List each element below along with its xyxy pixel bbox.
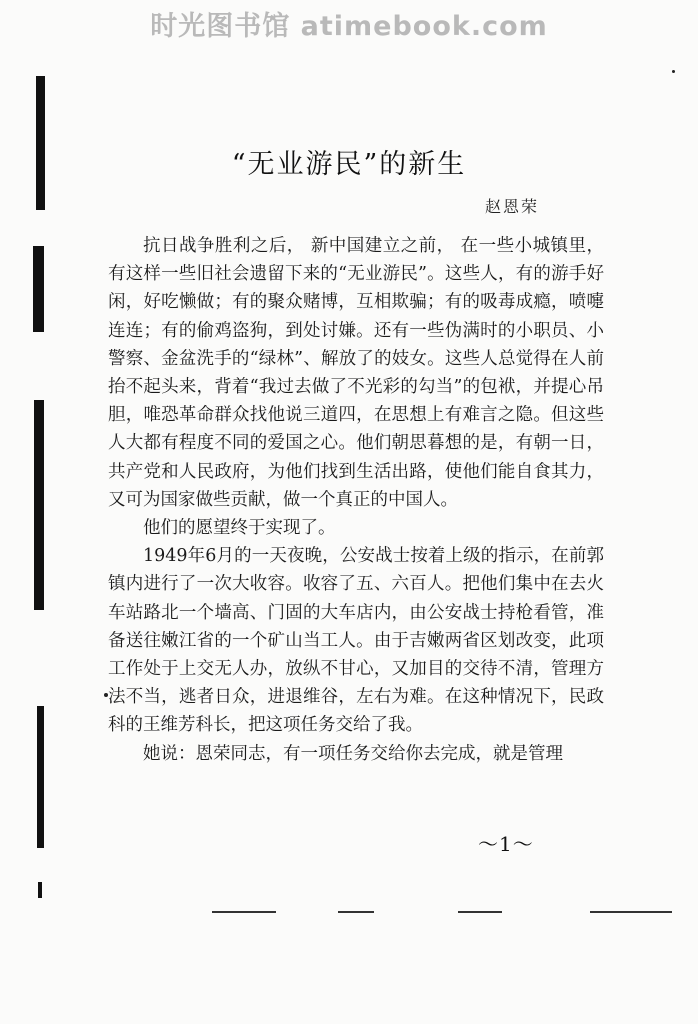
scan-line <box>212 911 276 913</box>
paragraph: 1949年6月的一天夜晚，公安战士按着上级的指示，在前郭镇内进行了一次大收容。收容了五、六百人。把他们集中在去火车站路北一个墙高、门固的大车店内，由公安战士持枪看管，准备送往嫩江省的一个矿山当工人。由于吉嫩两省区划改变，此项工作处于上交无人办，放纵不甘心，又加目的交待不清，管理方法不当，逃者日众，进退维谷，左右为难。在这种情况下，民政科的王维芳科长，把这项任务交给了我。 <box>108 546 604 736</box>
scan-mark <box>38 882 42 898</box>
scan-line <box>338 911 374 913</box>
watermark: 时光图书馆 atimebook.com <box>150 11 548 42</box>
paragraph: 她说：恩荣同志，有一项任务交给你去完成，就是管理 <box>143 743 563 764</box>
scan-mark <box>34 400 44 610</box>
paragraph: 他们的愿望终于实现了。 <box>143 518 336 539</box>
scan-line <box>458 911 502 913</box>
paragraph: 抗日战争胜利之后， 新中国建立之前， 在一些小城镇里，有这样一些旧社会遗留下来的“无业游民”。这些人，有的游手好闲，好吃懒做；有的聚众赌博，互相欺骗；有的吸毒成瘾，喷嚏连连；有的偷鸡盗狗，到处讨嫌。还有一些伪满时的小职员、小警察、金盆洗手的“绿林”、解放了的妓女。这些人总觉得在人前抬不起头来，背着“我过去做了不光彩的勾当”的包袱，并提心吊胆，唯恐革命群众找他说三道四，在思想上有难言之隐。但这些人大都有程度不同的爱国之心。他们朝思暮想的是，有朝一日，共产党和人民政府，为他们找到生活出路，使他们能自食其力，又可为国家做些贡献，做一个真正的中国人。 <box>108 236 604 510</box>
article-title: “无业游民”的新生 <box>231 149 467 180</box>
article-author: 赵恩荣 <box>485 197 540 216</box>
scan-speck <box>672 70 675 73</box>
page-number: ～1～ <box>478 832 534 856</box>
scan-mark <box>37 706 44 848</box>
scan-line <box>590 911 672 913</box>
scan-mark <box>33 246 44 332</box>
article-body <box>108 232 604 768</box>
